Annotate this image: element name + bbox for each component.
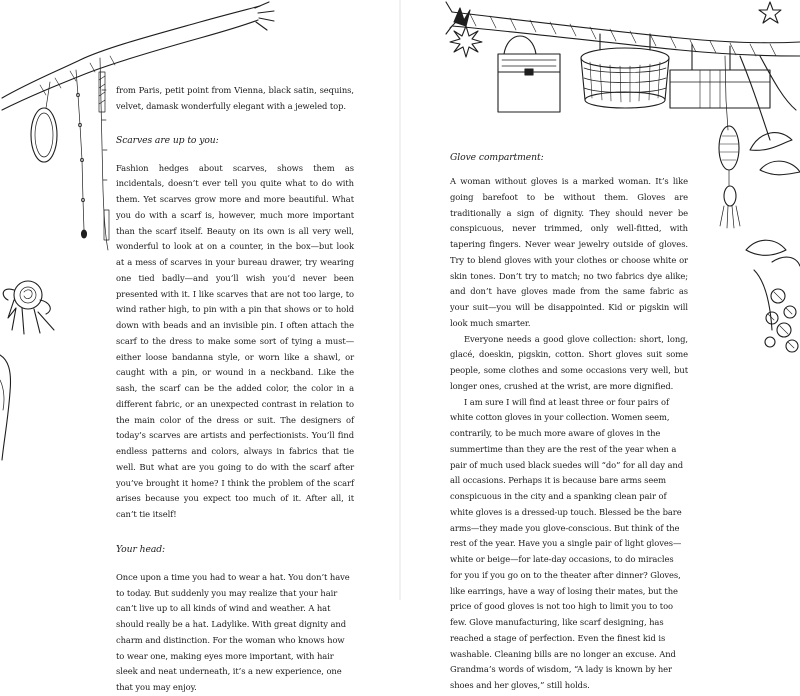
glove-compartment-heading: Glove compartment:	[450, 152, 544, 163]
gloves-paragraph-1: A woman without gloves is a marked woman. It’s like going barefoot to be without them. Gloves are traditionally a sign of dignity. They should never be conspicuous, never trimmed, only well-fitted, with tapering fingers. Never wear jewelry outside of gloves. Try to blend gloves with your clothes or choose white or skin tones. Don’t try to match; no two fabrics dye alike; and don’t have gloves made from the same fabric as your suit—you will be disappointed. Kid or pigskin will look much smarter.	[450, 176, 688, 328]
gloves-paragraph-3: I am sure I will find at least three or four pairs of white cotton gloves in your collection. Women seem, contrarily, to be much more aware of gloves in the summertime than they are the rest of the year when a pair of much used black suedes will “do” for all day and all occasions. Perhaps it is because bare arms seem conspicuous in the city and a spanking clean pair of white gloves is a dressed-up touch. Blessed be the bare arms—they made you glove-conscious. But think of the rest of the year. Have you a single pair of light gloves—white or beige—for late-day occasions, to do miracles for you if you go on to the theater after dinner? Gloves, like earrings, have a way of losing their mates, but the price of good gloves is not too high to limit you to too few. Glove manufacturing, like scarf designing, has reached a stage of perfection. Even the finest kid is washable. Cleaning bills are no longer an excuse. And Grandma’s words of wisdom, “A lady is known by her shoes and her gloves,” still holds.	[450, 396, 683, 690]
hanging-rod	[99, 72, 105, 112]
star-ornament	[759, 2, 781, 23]
right-page	[400, 0, 800, 690]
starburst-ornament	[450, 26, 482, 57]
tree-branch	[446, 2, 800, 140]
gloves-paragraph-2: Everyone needs a good glove collection: short, long, glacé, doeskin, pigskin, cotton. Short gloves suit some people, some clothes and some occasions very well, but longer ones, crushed at the wrist, are more dignified.	[450, 333, 688, 391]
square-handbag	[498, 36, 560, 112]
dress-outline	[0, 355, 11, 460]
scarves-heading: Scarves are up to you:	[116, 134, 219, 146]
opening-paragraph: from Paris, petit point from Vienna, black satin, sequins, velvet, damask wonderfully elegant with a jeweled top.	[116, 85, 354, 111]
your-head-paragraph: Once upon a time you had to wear a hat. You don’t have to today. But suddenly you may realize that your hair can’t live up to all kinds of wind and weather. A hat should really be a hat. Ladylike. With great dignity and charm and distinction. For the woman who knows how to wear one, making eyes more important, with hair sleek and neat underneath, it’s a new experience, one that you may enjoy.	[116, 571, 350, 692]
rose-corsage	[3, 281, 54, 334]
scarves-paragraph: Fashion hedges about scarves, shows them as incidentals, doesn’t ever tell you quite what to do with them. Yet scarves grow more and more beautiful. What you do with a scarf is, however, much more important than the scarf itself. Beauty on its own is all very well, wonderful to look at on a counter, in the box—but look at a mess of scarves in your bureau drawer, try wearing one tied badly—and you’ll wish you’d never been presented with it. I like scarves that are not too large, to wind rather high, to pin with a pin that shows or to hold down with beads and an invisible pin. I often attach the scarf to the dress to make some sort of tying a must—either loose bandanna style, or worn like a shawl, or caught with a pin, or wound in a neckband. Like the sash, the scarf can be the added color, the color in a different fabric, or an unexpected contrast in relation to the main color of the dress or suit. The designers of today’s scarves are artists and perfectionists. You’ll find endless patterns and colors, always in fabrics that tie well. But what are you going to do with the scarf after you’ve brought it home? I think the problem of the scarf arises because you expect too much of it. After all, it can’t tie itself!	[116, 162, 354, 519]
leafy-cluster	[746, 133, 800, 352]
your-head-heading: Your head:	[116, 543, 166, 555]
left-page	[0, 0, 400, 692]
left-text-column	[116, 83, 354, 696]
long-chain	[100, 58, 109, 250]
chain-pendant	[76, 70, 87, 238]
right-text-column	[450, 150, 688, 694]
hanging-accessories-illustration	[0, 0, 120, 600]
oval-mirror	[31, 82, 57, 162]
